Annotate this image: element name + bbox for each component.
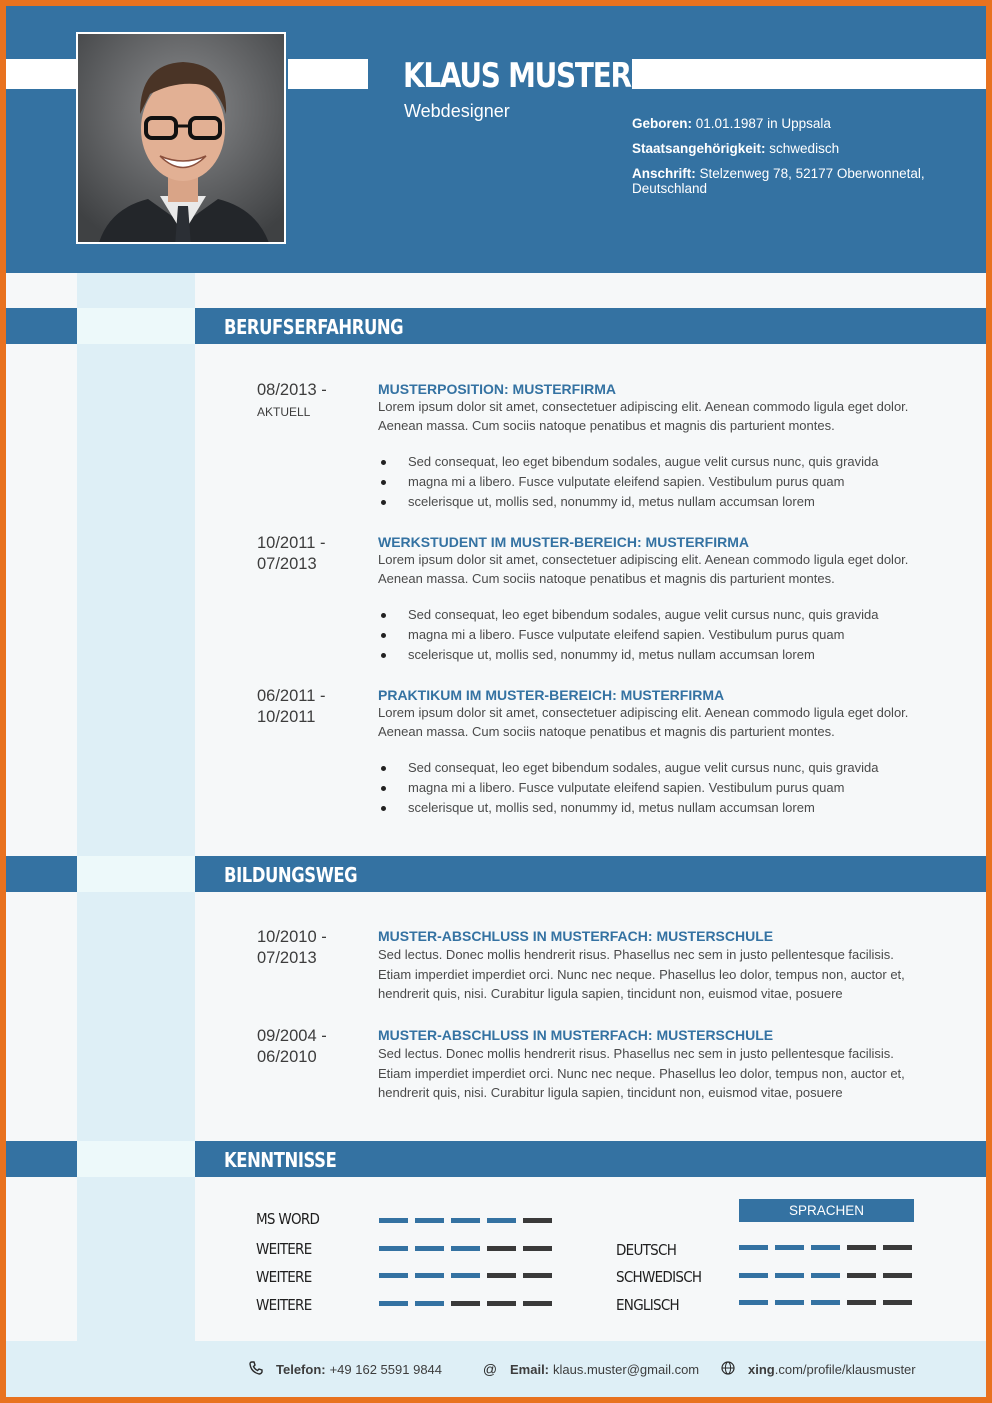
level-segment-filled [739, 1245, 768, 1250]
skill-name: WEITERE [256, 1268, 312, 1286]
level-segment-filled [415, 1246, 444, 1251]
bullet-item: Sed consequat, leo eget bibendum sodales, augue velit cursus nunc, quis gravida [408, 605, 923, 625]
level-segment-filled [451, 1218, 480, 1223]
language-level-bar [739, 1245, 912, 1250]
level-segment-filled [811, 1300, 840, 1305]
profile-photo [76, 32, 286, 244]
level-segment-filled [379, 1218, 408, 1223]
level-segment-empty [847, 1300, 876, 1305]
phone-icon [248, 1361, 264, 1378]
entry-text: Lorem ipsum dolor sit amet, consectetuer adipiscing elit. Aenean commodo ligula eget dolor. Aenean massa. Cum sociis natoque penatibus et magnis dis parturient montes. [378, 399, 909, 433]
entry-date: 09/2004 - 06/2010 [257, 1027, 327, 1066]
section-header-experience: BERUFSERFAHRUNG [6, 308, 986, 344]
entry-title: WERKSTUDENT IM MUSTER-BEREICH: MUSTERFIRMA [378, 534, 749, 550]
bullet-item: magna mi a libero. Fusce vulputate eleifend sapien. Vestibulum purus quam [408, 472, 923, 492]
at-icon: @ [482, 1361, 498, 1377]
level-segment-filled [379, 1273, 408, 1278]
skill-level-bar [379, 1246, 552, 1251]
level-segment-filled [775, 1300, 804, 1305]
skill-name: MS WORD [256, 1210, 320, 1228]
level-segment-filled [811, 1273, 840, 1278]
level-segment-filled [379, 1301, 408, 1306]
level-segment-empty [487, 1301, 516, 1306]
entry-text: Lorem ipsum dolor sit amet, consectetuer adipiscing elit. Aenean commodo ligula eget dolor. Aenean massa. Cum sociis natoque penatibus et magnis dis parturient montes. [378, 552, 909, 586]
level-segment-filled [415, 1301, 444, 1306]
level-segment-empty [847, 1245, 876, 1250]
bullet-item: scelerisque ut, mollis sed, nonummy id, metus nullam accumsan lorem [408, 645, 923, 665]
skill-level-bar [379, 1301, 552, 1306]
entry-text: Sed lectus. Donec mollis hendrerit risus. Phasellus nec sem in justo pellentesque facilisis. Etiam imperdiet imperdiet orci. Nunc nec neque. Phasellus leo dolor, tempus non, auctor et, hendrerit quis, nisi. Curabitur ligula sapien, tincidunt non, euismod vitae, posuere [378, 1046, 905, 1100]
bullet-item: scelerisque ut, mollis sed, nonummy id, metus nullam accumsan lorem [408, 492, 923, 512]
address-info: Anschrift: Stelzenweg 78, 52177 Oberwonnetal, Deutschland [632, 166, 925, 196]
level-segment-filled [451, 1273, 480, 1278]
level-segment-empty [883, 1273, 912, 1278]
portrait-image [78, 34, 286, 244]
level-segment-empty [523, 1273, 552, 1278]
level-segment-empty [883, 1245, 912, 1250]
header-stripe-left [6, 59, 76, 89]
header [6, 6, 986, 273]
entry-date: 08/2013 - AKTUELL [257, 381, 327, 419]
entry-bullets [378, 452, 923, 512]
email-contact[interactable]: @ Email: klaus.muster@gmail.com [482, 1361, 700, 1377]
level-segment-filled [415, 1273, 444, 1278]
section-header-education: BILDUNGSWEG [6, 856, 986, 892]
language-name: ENGLISCH [616, 1296, 679, 1314]
header-stripe-right [632, 59, 986, 89]
entry-date: 06/2011 - 10/2011 [257, 687, 326, 726]
language-level-bar [739, 1300, 912, 1305]
level-segment-filled [487, 1218, 516, 1223]
header-stripe-middle [288, 59, 368, 89]
job-title: Webdesigner [404, 101, 510, 121]
bullet-item: magna mi a libero. Fusce vulputate eleifend sapien. Vestibulum purus quam [408, 625, 923, 645]
resume-page [6, 6, 986, 1397]
language-level-bar [739, 1273, 912, 1278]
level-segment-empty [883, 1300, 912, 1305]
entry-content [378, 927, 923, 1004]
level-segment-filled [775, 1245, 804, 1250]
level-segment-filled [739, 1300, 768, 1305]
globe-icon [720, 1361, 736, 1378]
level-segment-filled [379, 1246, 408, 1251]
contact-footer [6, 1341, 986, 1397]
level-segment-filled [739, 1273, 768, 1278]
level-segment-empty [487, 1273, 516, 1278]
level-segment-empty [487, 1246, 516, 1251]
entry-bullets [378, 758, 923, 818]
skill-name: WEITERE [256, 1296, 312, 1314]
person-name: KLAUS MUSTER [403, 56, 631, 96]
bullet-item: Sed consequat, leo eget bibendum sodales, augue velit cursus nunc, quis gravida [408, 758, 923, 778]
language-name: DEUTSCH [616, 1241, 677, 1259]
skill-level-bar [379, 1218, 552, 1223]
personal-details [632, 116, 952, 206]
level-segment-empty [451, 1301, 480, 1306]
entry-content [378, 533, 923, 665]
level-segment-filled [775, 1273, 804, 1278]
level-segment-empty [847, 1273, 876, 1278]
birth-info: Geboren: 01.01.1987 in Uppsala [632, 116, 831, 131]
entry-title: MUSTER-ABSCHLUSS IN MUSTERFACH: MUSTERSCHULE [378, 1027, 774, 1043]
level-segment-empty [523, 1218, 552, 1223]
level-segment-empty [523, 1301, 552, 1306]
languages-header: SPRACHEN [739, 1199, 914, 1222]
entry-title: MUSTER-ABSCHLUSS IN MUSTERFACH: MUSTERSCHULE [378, 928, 774, 944]
entry-content [378, 380, 923, 512]
bullet-item: Sed consequat, leo eget bibendum sodales, augue velit cursus nunc, quis gravida [408, 452, 923, 472]
entry-text: Lorem ipsum dolor sit amet, consectetuer adipiscing elit. Aenean commodo ligula eget dolor. Aenean massa. Cum sociis natoque penatibus et magnis dis parturient montes. [378, 705, 909, 739]
phone-contact: Telefon: +49 162 5591 9844 [248, 1361, 442, 1378]
section-header-skills: KENNTNISSE [6, 1141, 986, 1177]
skill-name: WEITERE [256, 1240, 312, 1258]
entry-title: PRAKTIKUM IM MUSTER-BEREICH: MUSTERFIRMA [378, 687, 725, 703]
language-name: SCHWEDISCH [616, 1268, 702, 1286]
level-segment-empty [523, 1246, 552, 1251]
side-column [77, 273, 195, 1341]
level-segment-filled [451, 1246, 480, 1251]
entry-bullets [378, 605, 923, 665]
entry-content [378, 1026, 923, 1103]
xing-link[interactable]: xing .com/profile/klausmuster [720, 1361, 916, 1378]
level-segment-filled [811, 1245, 840, 1250]
entry-content [378, 686, 923, 818]
entry-title: MUSTERPOSITION: MUSTERFIRMA [378, 381, 616, 397]
nationality-info: Staatsangehörigkeit: schwedisch [632, 141, 840, 156]
level-segment-filled [415, 1218, 444, 1223]
bullet-item: scelerisque ut, mollis sed, nonummy id, metus nullam accumsan lorem [408, 798, 923, 818]
bullet-item: magna mi a libero. Fusce vulputate eleifend sapien. Vestibulum purus quam [408, 778, 923, 798]
entry-date: 10/2011 - 07/2013 [257, 534, 326, 573]
entry-text: Sed lectus. Donec mollis hendrerit risus. Phasellus nec sem in justo pellentesque facilisis. Etiam imperdiet imperdiet orci. Nunc nec neque. Phasellus leo dolor, tempus non, auctor et, hendrerit quis, nisi. Curabitur ligula sapien, tincidunt non, euismod vitae, posuere [378, 947, 905, 1001]
skill-level-bar [379, 1273, 552, 1278]
entry-date: 10/2010 - 07/2013 [257, 928, 327, 967]
